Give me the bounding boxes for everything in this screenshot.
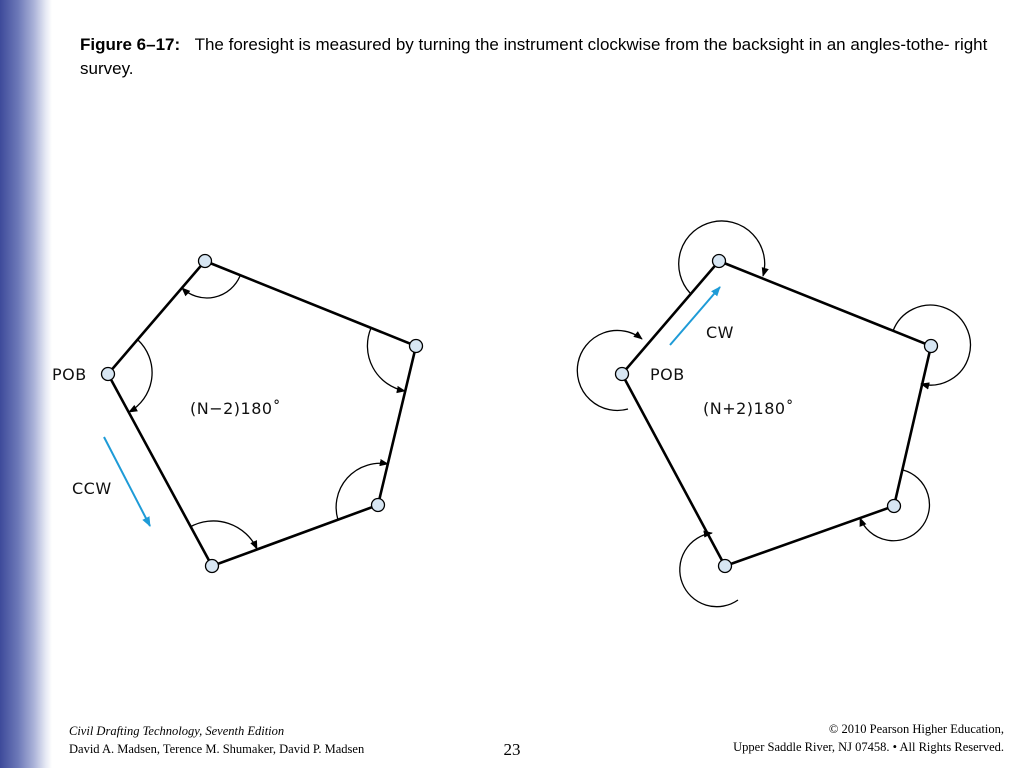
figure-caption-text: The foresight is measured by turning the instrument clockwise from the backsight in an angles-tothe- right survey. [80,35,988,78]
left-angle-arc [367,328,405,391]
left-traverse [52,255,423,573]
station-point [206,560,219,573]
cw-label: CW [706,323,734,342]
book-title: Civil Drafting Technology, Seventh Edition [69,724,285,738]
station-point-pob [616,368,629,381]
left-pob-label: POB [52,365,87,384]
right-angle-arc [577,330,642,410]
right-pob-label: POB [650,365,685,384]
footer-credits [69,722,364,758]
left-angle-arc [129,340,152,412]
interior-angle-sum-label: (N−2)180˚ [190,399,282,418]
figure-caption [80,33,1000,81]
station-point [925,340,938,353]
page-number: 23 [503,740,521,759]
ccw-label: CCW [72,479,112,498]
station-point [888,500,901,513]
publisher-address: Upper Saddle River, NJ 07458. • All Rights Reserved. [733,740,1004,754]
copyright-line: © 2010 Pearson Higher Education, [828,722,1004,736]
figure-label: Figure 6–17: [80,35,181,54]
exterior-angle-sum-label: (N+2)180˚ [703,399,795,418]
station-point-pob [102,368,115,381]
right-traverse [577,221,970,607]
station-point [719,560,732,573]
footer-copyright [733,720,1004,756]
book-authors: David A. Madsen, Terence M. Shumaker, David P. Madsen [69,742,365,756]
station-point [199,255,212,268]
traverse-diagram [0,200,1024,620]
station-point [410,340,423,353]
station-point [713,255,726,268]
station-point [372,499,385,512]
